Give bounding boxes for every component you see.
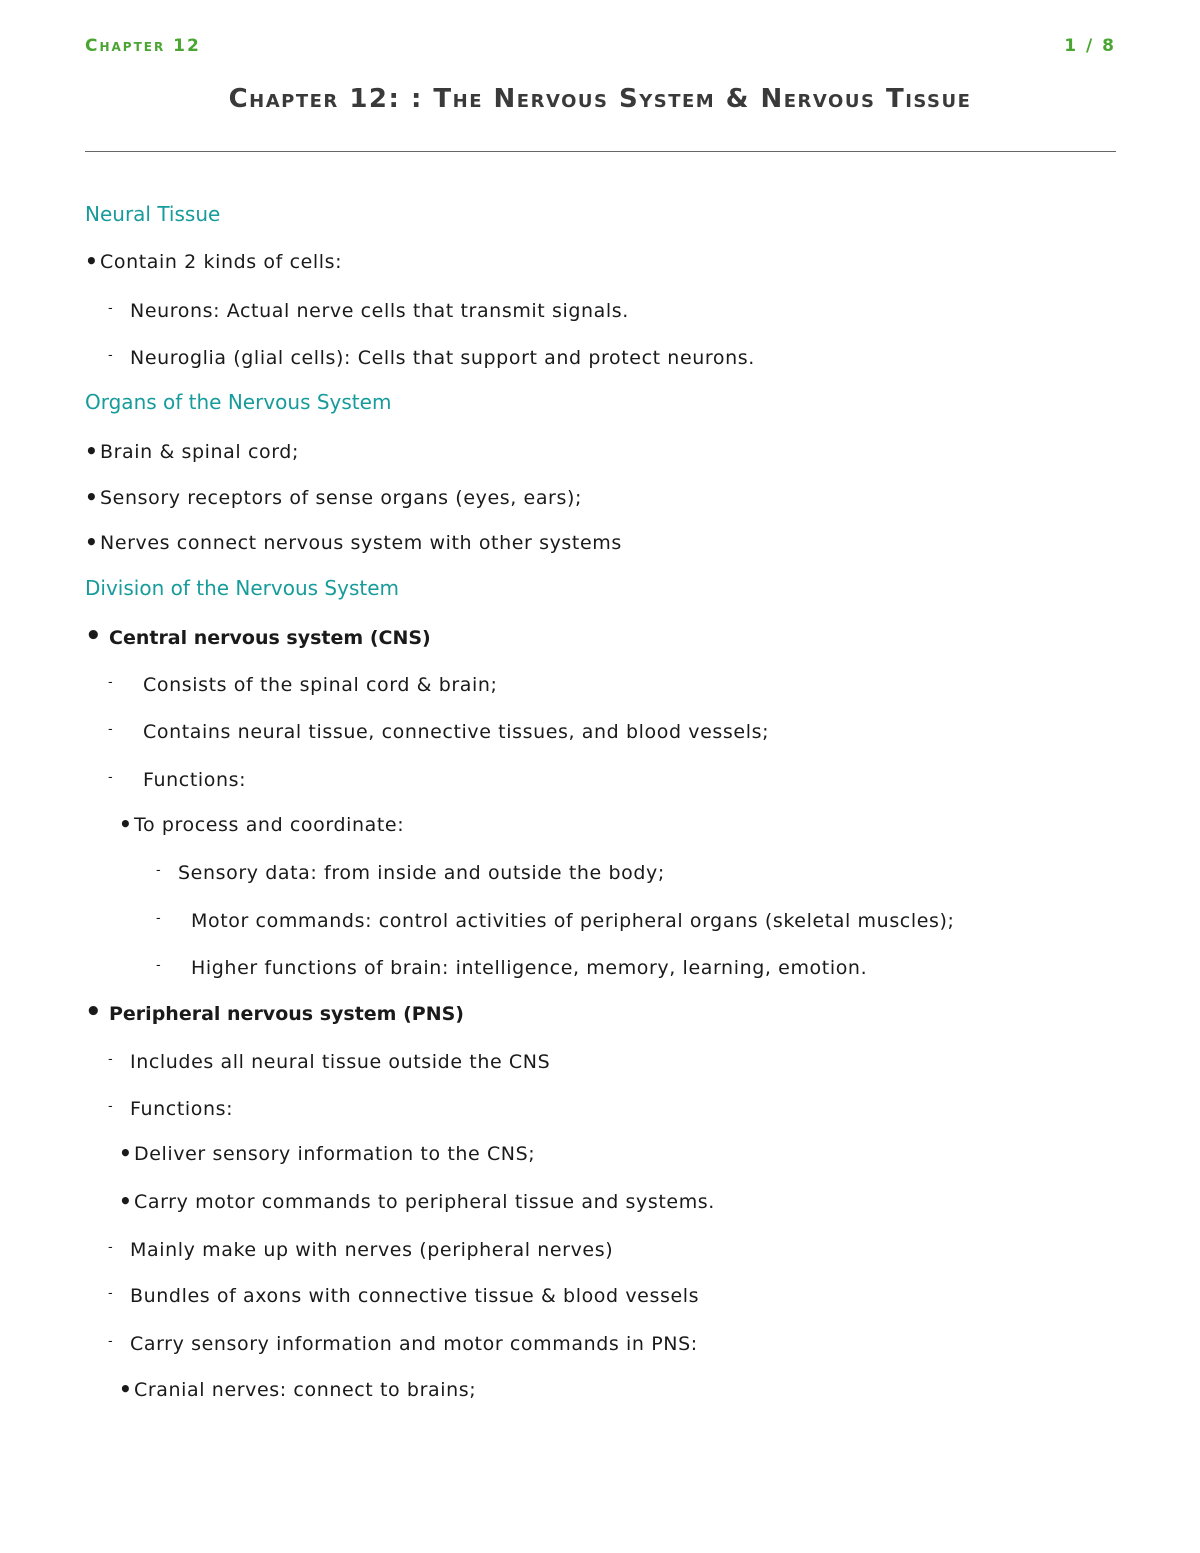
dash-marker: - xyxy=(108,1286,114,1301)
list-item: •Brain & spinal cord; xyxy=(85,439,299,463)
bullet-marker: • xyxy=(85,485,99,509)
list-item: •Cranial nerves: connect to brains; xyxy=(119,1377,477,1401)
list-item: •To process and coordinate: xyxy=(119,812,405,836)
list-item: - Carry sensory information and motor commands in PNS: xyxy=(108,1330,698,1356)
title-divider xyxy=(85,151,1116,152)
dash-marker: - xyxy=(156,863,162,878)
dash-marker: - xyxy=(108,1334,114,1349)
dash-marker: - xyxy=(108,770,114,785)
dash-marker: - xyxy=(108,1240,114,1255)
list-item: - Consists of the spinal cord & brain; xyxy=(108,671,498,697)
dash-marker: - xyxy=(156,958,162,973)
list-item-pns: • Peripheral nervous system (PNS) xyxy=(85,997,464,1027)
dash-marker: - xyxy=(108,722,114,737)
list-item: - Mainly make up with nerves (peripheral nerves) xyxy=(108,1236,613,1262)
page-counter: 1 / 8 xyxy=(1064,36,1116,56)
dash-marker: - xyxy=(108,675,114,690)
list-item: •Nerves connect nervous system with other systems xyxy=(85,530,622,554)
list-item: - Functions: xyxy=(108,1095,233,1121)
running-header-chapter: Chapter 12 xyxy=(85,36,201,56)
dash-marker: - xyxy=(108,301,114,316)
list-item: - Bundles of axons with connective tissue & blood vessels xyxy=(108,1282,699,1308)
bullet-marker: • xyxy=(85,249,99,273)
section-heading-division: Division of the Nervous System xyxy=(85,576,400,600)
list-item: •Carry motor commands to peripheral tissue and systems. xyxy=(119,1189,715,1213)
list-item: - Functions: xyxy=(108,766,246,792)
list-item: - Contains neural tissue, connective tissues, and blood vessels; xyxy=(108,718,769,744)
list-item: - Motor commands: control activities of peripheral organs (skeletal muscles); xyxy=(156,907,955,933)
bullet-marker: • xyxy=(119,1141,133,1165)
list-item: - Includes all neural tissue outside the CNS xyxy=(108,1048,550,1074)
bullet-marker: • xyxy=(119,1377,133,1401)
dash-marker: - xyxy=(108,1099,114,1114)
list-item: - Higher functions of brain: intelligence, memory, learning, emotion. xyxy=(156,954,867,980)
dash-marker: - xyxy=(108,348,114,363)
bullet-marker: • xyxy=(119,812,133,836)
list-item-cns: • Central nervous system (CNS) xyxy=(85,621,431,651)
section-heading-neural-tissue: Neural Tissue xyxy=(85,202,221,226)
list-item: - Neuroglia (glial cells): Cells that support and protect neurons. xyxy=(108,344,755,370)
bullet-marker: • xyxy=(85,997,102,1027)
bullet-marker: • xyxy=(119,1189,133,1213)
list-item: •Contain 2 kinds of cells: xyxy=(85,249,343,273)
page-title: Chapter 12: : The Nervous System & Nervous Tissue xyxy=(228,84,972,114)
section-heading-organs: Organs of the Nervous System xyxy=(85,390,392,414)
list-item: •Sensory receptors of sense organs (eyes, ears); xyxy=(85,485,582,509)
bullet-marker: • xyxy=(85,439,99,463)
list-item: •Deliver sensory information to the CNS; xyxy=(119,1141,536,1165)
bullet-marker: • xyxy=(85,530,99,554)
list-item: - Sensory data: from inside and outside the body; xyxy=(156,859,665,885)
dash-marker: - xyxy=(156,911,162,926)
list-item: - Neurons: Actual nerve cells that transmit signals. xyxy=(108,297,629,323)
dash-marker: - xyxy=(108,1052,114,1067)
bullet-marker: • xyxy=(85,621,102,651)
